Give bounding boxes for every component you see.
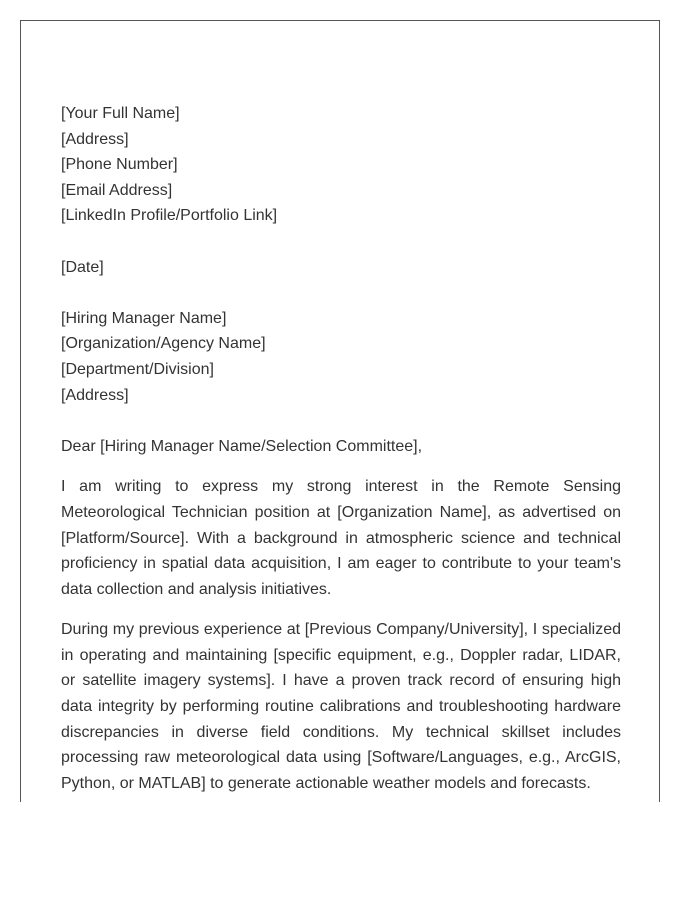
recipient-department: [Department/Division] bbox=[61, 360, 214, 378]
letter-body bbox=[61, 101, 621, 802]
recipient-block bbox=[61, 306, 621, 408]
sender-phone: [Phone Number] bbox=[61, 156, 178, 174]
letter-page bbox=[20, 20, 660, 802]
recipient-address: [Address] bbox=[61, 386, 129, 404]
recipient-organization: [Organization/Agency Name] bbox=[61, 335, 266, 353]
salutation: Dear [Hiring Manager Name/Selection Committee], bbox=[61, 437, 423, 455]
sender-email: [Email Address] bbox=[61, 181, 173, 199]
sender-block bbox=[61, 101, 621, 229]
sender-link: [LinkedIn Profile/Portfolio Link] bbox=[61, 207, 278, 225]
sender-address: [Address] bbox=[61, 130, 129, 148]
letter-date: [Date] bbox=[61, 258, 104, 276]
sender-name: [Your Full Name] bbox=[61, 105, 180, 122]
date-block bbox=[61, 255, 621, 281]
paragraph-experience: During my previous experience at [Previous Company/University], I specialized in operating and maintaining [specific equipment, e.g., Doppler radar, LIDAR, or satellite imagery systems]. I have a proven track record of ensuring high data integrity by performing routine calibrations and troubleshooting hardware discrepancies in diverse field conditions. My technical skillset includes processing raw meteorological data using [Software/Languages, e.g., ArcGIS, Python, or MATLAB] to generate actionable weather models and forecasts. bbox=[61, 621, 621, 792]
paragraph-intro: I am writing to express my strong interest in the Remote Sensing Meteorological Technician position at [Organization Name], as advertised on [Platform/Source]. With a background in atmospheric science and technical proficiency in spatial data acquisition, I am eager to contribute to your team's data collection and analysis initiatives. bbox=[61, 478, 621, 598]
recipient-name: [Hiring Manager Name] bbox=[61, 309, 227, 327]
